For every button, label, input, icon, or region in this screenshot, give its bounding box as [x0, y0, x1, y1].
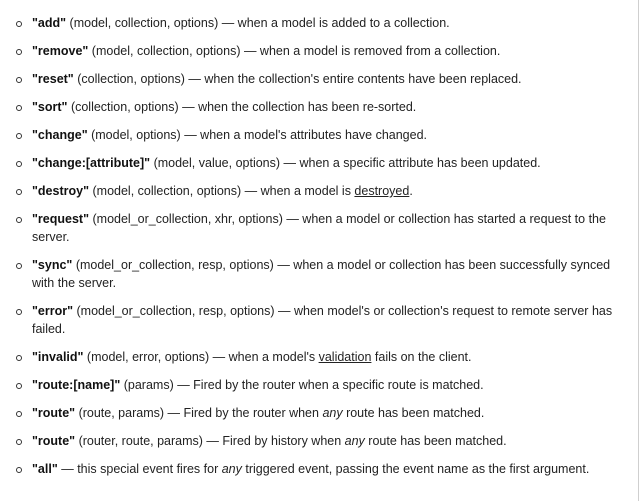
event-name: "route" [32, 434, 76, 448]
event-description: (model, error, options) — when a model's [83, 350, 319, 364]
event-name: "sync" [32, 258, 73, 272]
event-description-end: route has been matched. [364, 434, 507, 448]
bullet-icon [16, 217, 22, 223]
event-name: "remove" [32, 44, 89, 58]
emphasis-any: any [322, 406, 343, 420]
event-name: "change" [32, 128, 88, 142]
emphasis-any: any [221, 462, 242, 476]
list-item-add [0, 14, 620, 32]
list-item-sort [0, 98, 620, 116]
bullet-icon [16, 383, 22, 389]
bullet-icon [16, 411, 22, 417]
list-item-reset [0, 70, 620, 88]
event-description: (model, collection, options) — when a model is [89, 184, 355, 198]
event-name: "invalid" [32, 350, 84, 364]
event-description: (collection, options) — when the collection has been re-sorted. [67, 100, 417, 114]
bullet-icon [16, 49, 22, 55]
event-name: "reset" [32, 72, 74, 86]
event-name: "route" [32, 406, 76, 420]
event-description: (model, options) — when a model's attributes have changed. [87, 128, 428, 142]
event-name: "route:[name]" [32, 378, 121, 392]
bullet-icon [16, 309, 22, 315]
event-description-end: triggered event, passing the event name as the first argument. [241, 462, 590, 476]
event-description: (model, value, options) — when a specific attribute has been updated. [150, 156, 541, 170]
bullet-icon [16, 105, 22, 111]
event-name: "all" [32, 462, 58, 476]
emphasis-any: any [344, 434, 365, 448]
list-item-route-router [0, 404, 620, 422]
event-name: "request" [32, 212, 90, 226]
event-description: (params) — Fired by the router when a specific route is matched. [120, 378, 484, 392]
event-list [0, 14, 620, 478]
event-description: (collection, options) — when the collection's entire contents have been replaced. [73, 72, 522, 86]
event-description: (model_or_collection, xhr, options) — when a model or collection has started a request to the server. [32, 212, 606, 244]
event-description-end: route has been matched. [342, 406, 485, 420]
bullet-icon [16, 161, 22, 167]
list-item-all [0, 460, 620, 478]
event-description: (route, params) — Fired by the router when [75, 406, 323, 420]
list-item-invalid [0, 348, 620, 366]
event-description: (router, route, params) — Fired by history when [75, 434, 345, 448]
event-description-end: . [409, 184, 413, 198]
list-item-change [0, 126, 620, 144]
list-item-destroy [0, 182, 620, 200]
list-item-request [0, 210, 620, 246]
list-item-change-attribute [0, 154, 620, 172]
event-description: (model_or_collection, resp, options) — when a model or collection has been successfully synced with the server. [32, 258, 611, 290]
event-description-end: fails on the client. [371, 350, 472, 364]
list-item-route-history [0, 432, 620, 450]
destroyed-link[interactable]: destroyed [354, 184, 410, 198]
bullet-icon [16, 133, 22, 139]
bullet-icon [16, 355, 22, 361]
list-item-route-name [0, 376, 620, 394]
event-name: "sort" [32, 100, 68, 114]
bullet-icon [16, 189, 22, 195]
event-name: "error" [32, 304, 74, 318]
validation-link[interactable]: validation [318, 350, 372, 364]
event-description: — this special event fires for [57, 462, 222, 476]
event-name: "destroy" [32, 184, 90, 198]
list-item-remove [0, 42, 620, 60]
event-description: (model_or_collection, resp, options) — when model's or collection's request to remote server has failed. [32, 304, 613, 336]
event-description: (model, collection, options) — when a model is added to a collection. [66, 16, 450, 30]
bullet-icon [16, 263, 22, 269]
bullet-icon [16, 77, 22, 83]
event-name: "change:[attribute]" [32, 156, 151, 170]
list-item-error [0, 302, 620, 338]
bullet-icon [16, 439, 22, 445]
bullet-icon [16, 467, 22, 473]
event-name: "add" [32, 16, 67, 30]
bullet-icon [16, 21, 22, 27]
event-description: (model, collection, options) — when a model is removed from a collection. [88, 44, 501, 58]
list-item-sync [0, 256, 620, 292]
